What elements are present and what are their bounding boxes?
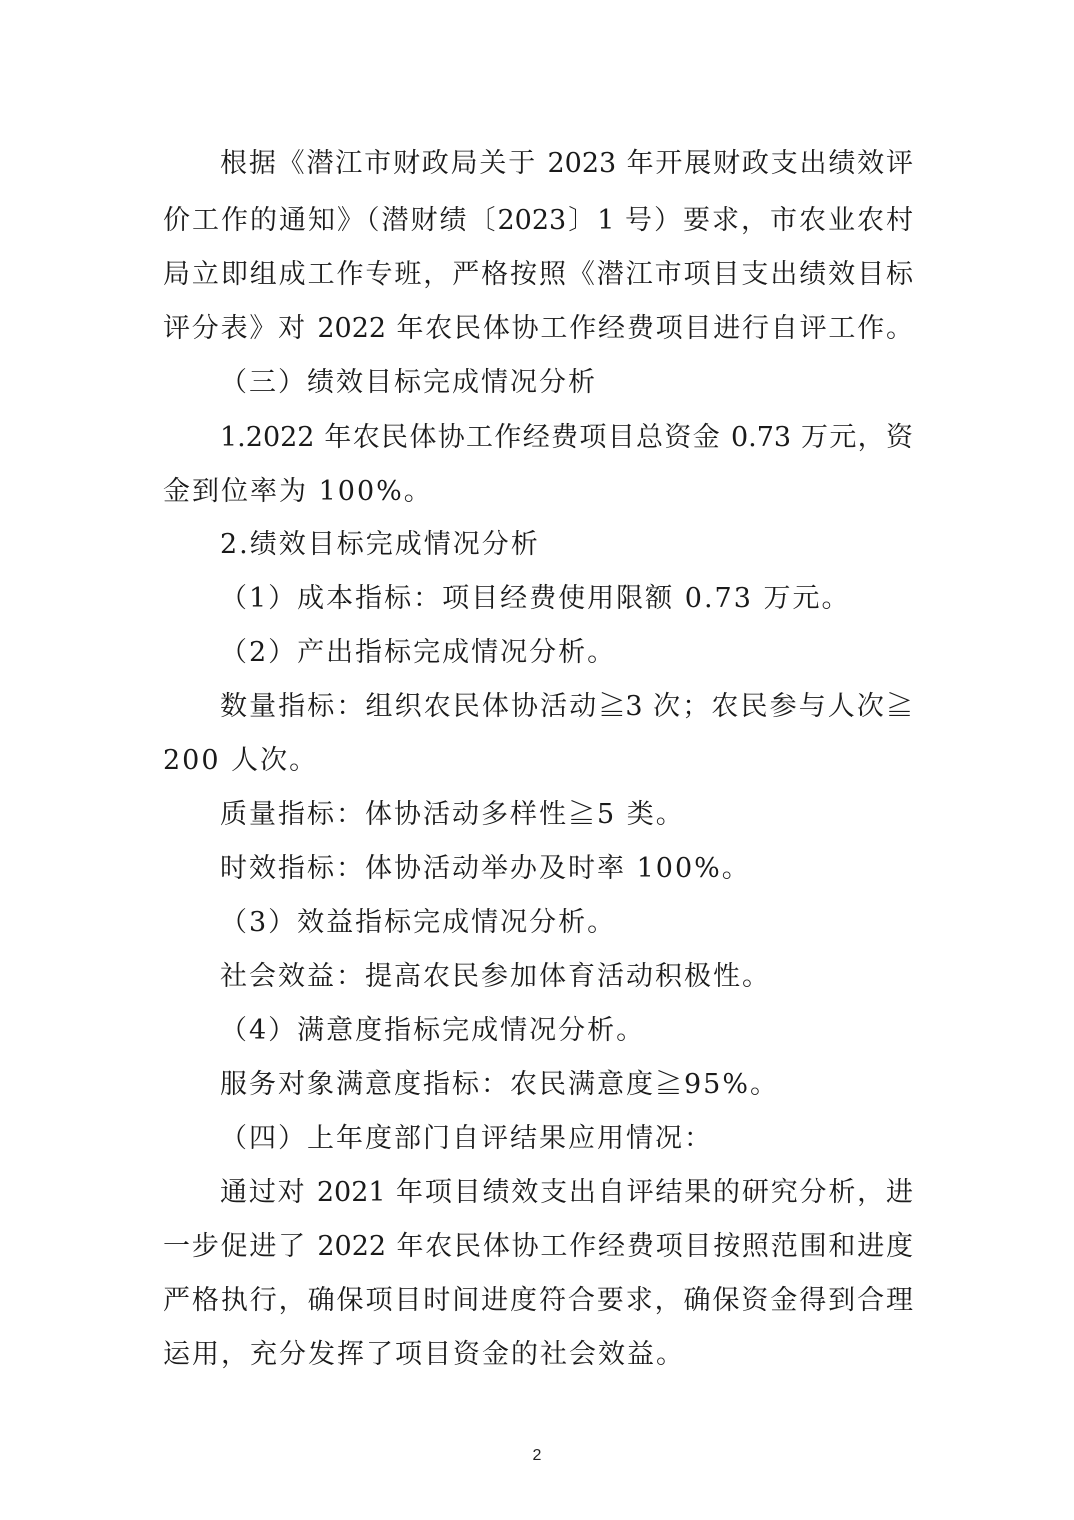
paragraph-quantity-indicator-line-2: 200 人次。 (163, 745, 319, 776)
paragraph-quantity-indicator-line-1: 数量指标：组织农民体协活动≧3 次；农民参与人次≧ (220, 691, 913, 722)
page-number: 2 (532, 1447, 542, 1464)
section-heading-performance-goals: （三）绩效目标完成情况分析 (220, 367, 597, 398)
item-benefit-indicator: （3）效益指标完成情况分析。 (220, 907, 617, 938)
paragraph-results-application-line-4: 运用，充分发挥了项目资金的社会效益。 (163, 1339, 685, 1370)
paragraph-self-evaluation-basis-line-2: 价工作的通知》（潜财绩〔2023〕1 号）要求，市农业农村 (163, 205, 913, 236)
item-cost-indicator: （1）成本指标：项目经费使用限额 0.73 万元。 (220, 583, 851, 614)
paragraph-self-evaluation-basis-line-3: 局立即组成工作专班，严格按照《潜江市项目支出绩效目标 (163, 259, 913, 290)
item-service-satisfaction: 服务对象满意度指标：农民满意度≧95%。 (220, 1069, 780, 1100)
item-timeliness-indicator: 时效指标：体协活动举办及时率 100%。 (220, 853, 751, 884)
paragraph-funding-line-1: 1.2022 年农民体协工作经费项目总资金 0.73 万元，资 (220, 422, 913, 453)
paragraph-results-application-line-3: 严格执行，确保项目时间进度符合要求，确保资金得到合理 (163, 1285, 913, 1316)
item-social-benefit: 社会效益：提高农民参加体育活动积极性。 (220, 961, 771, 992)
paragraph-self-evaluation-basis-line-1: 根据《潜江市财政局关于 2023 年开展财政支出绩效评 (220, 148, 913, 179)
paragraph-results-application-line-1: 通过对 2021 年项目绩效支出自评结果的研究分析，进 (220, 1177, 913, 1208)
item-output-indicator: （2）产出指标完成情况分析。 (220, 637, 617, 668)
section-heading-previous-results: （四）上年度部门自评结果应用情况： (220, 1123, 713, 1154)
paragraph-results-application-line-2: 一步促进了 2022 年农民体协工作经费项目按照范围和进度 (163, 1231, 913, 1262)
subheading-goal-analysis: 2.绩效目标完成情况分析 (220, 529, 540, 560)
item-satisfaction-indicator: （4）满意度指标完成情况分析。 (220, 1015, 646, 1046)
paragraph-self-evaluation-basis-line-4: 评分表》对 2022 年农民体协工作经费项目进行自评工作。 (163, 313, 913, 344)
paragraph-funding-line-2: 金到位率为 100%。 (163, 476, 433, 507)
item-quality-indicator: 质量指标：体协活动多样性≧5 类。 (220, 799, 685, 830)
